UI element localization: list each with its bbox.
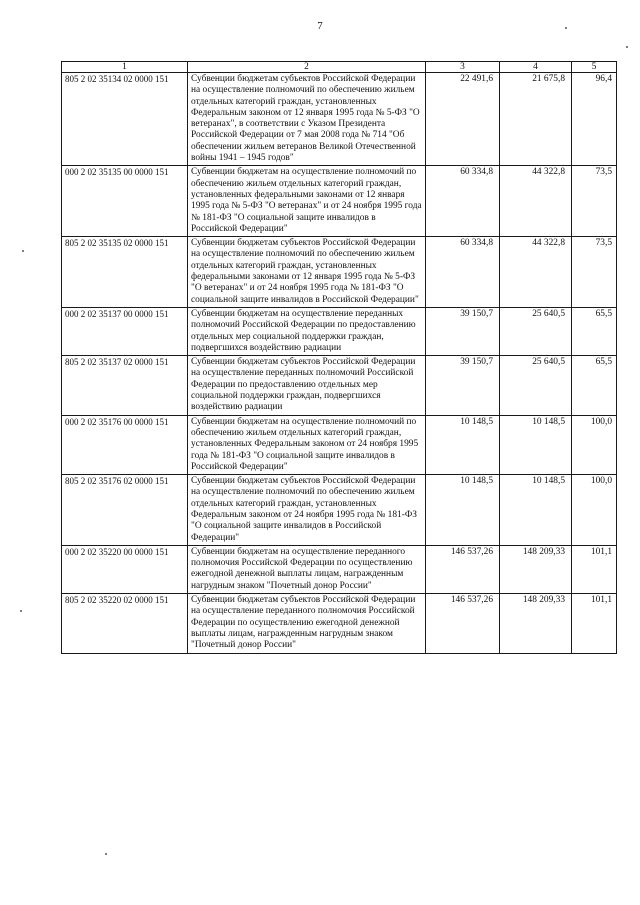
description-cell: Субвенции бюджетам субъектов Российской Федерации на осуществление полномочий по обеспечению жильем отдельных категорий граждан, установленных Федеральным законом от 24 ноября 1995 года № 181-ФЗ "О социальной защите инвалидов в Российской Федерации" (188, 475, 426, 546)
table-row (62, 166, 617, 237)
header-col-4: 4 (500, 62, 572, 73)
percent-cell: 65,5 (572, 356, 617, 415)
description-cell: Субвенции бюджетам на осуществление переданного полномочия Российской Федерации по осуществлению ежегодной денежной выплаты лицам, награжденным нагрудным знаком "Почетный донор России" (188, 545, 426, 593)
planned-amount-cell: 39 150,7 (426, 356, 500, 415)
budget-code-cell: 805 2 02 35220 02 0000 151 (62, 594, 188, 653)
percent-cell: 96,4 (572, 73, 617, 166)
scan-speck (20, 610, 22, 612)
table-row (62, 73, 617, 166)
table-row (62, 237, 617, 308)
percent-cell: 73,5 (572, 237, 617, 308)
budget-table (61, 61, 617, 654)
header-col-1: 1 (62, 62, 188, 73)
planned-amount-cell: 60 334,8 (426, 166, 500, 237)
table-body (62, 73, 617, 654)
actual-amount-cell: 25 640,5 (500, 356, 572, 415)
budget-code-cell: 000 2 02 35135 00 0000 151 (62, 166, 188, 237)
scan-speck (565, 27, 567, 29)
percent-cell: 65,5 (572, 307, 617, 355)
budget-code-cell: 000 2 02 35137 00 0000 151 (62, 307, 188, 355)
actual-amount-cell: 25 640,5 (500, 307, 572, 355)
description-cell: Субвенции бюджетам субъектов Российской Федерации на осуществление полномочий по обеспечению жильем отдельных категорий граждан, установленных Федеральным законом от 12 января 1995 года № 5-ФЗ "О ветеранах", в соответствии с Указом Президента Российской Федерации от 7 мая 2008 года № 714 "Об обеспечении жильем ветеранов Великой Отечественной войны 1941 – 1945 годов" (188, 73, 426, 166)
description-cell: Субвенции бюджетам субъектов Российской Федерации на осуществление переданных полномочий Российской Федерации по предоставлению отдельных мер социальной поддержки граждан, подвергшихся воздействию радиации (188, 356, 426, 415)
actual-amount-cell: 148 209,33 (500, 545, 572, 593)
table-row (62, 356, 617, 415)
planned-amount-cell: 146 537,26 (426, 545, 500, 593)
description-cell: Субвенции бюджетам на осуществление переданных полномочий Российской Федерации по предоставлению отдельных мер социальной поддержки граждан, подвергшихся воздействию радиации (188, 307, 426, 355)
planned-amount-cell: 22 491,6 (426, 73, 500, 166)
percent-cell: 100,0 (572, 415, 617, 474)
budget-code-cell: 000 2 02 35220 00 0000 151 (62, 545, 188, 593)
scan-speck (105, 853, 107, 855)
description-cell: Субвенции бюджетам на осуществление полномочий по обеспечению жильем отдельных категорий граждан, установленных федеральными законами от 12 января 1995 года № 5-ФЗ "О ветеранах" и от 24 ноября 1995 года № 181-ФЗ "О социальной защите инвалидов в Российской Федерации" (188, 166, 426, 237)
planned-amount-cell: 10 148,5 (426, 415, 500, 474)
header-col-5: 5 (572, 62, 617, 73)
header-col-2: 2 (188, 62, 426, 73)
planned-amount-cell: 39 150,7 (426, 307, 500, 355)
budget-code-cell: 000 2 02 35176 00 0000 151 (62, 415, 188, 474)
budget-code-cell: 805 2 02 35134 02 0000 151 (62, 73, 188, 166)
planned-amount-cell: 146 537,26 (426, 594, 500, 653)
table-row (62, 307, 617, 355)
actual-amount-cell: 44 322,8 (500, 237, 572, 308)
header-col-3: 3 (426, 62, 500, 73)
percent-cell: 101,1 (572, 545, 617, 593)
percent-cell: 101,1 (572, 594, 617, 653)
actual-amount-cell: 148 209,33 (500, 594, 572, 653)
planned-amount-cell: 60 334,8 (426, 237, 500, 308)
page-number: 7 (317, 20, 323, 32)
planned-amount-cell: 10 148,5 (426, 475, 500, 546)
actual-amount-cell: 10 148,5 (500, 415, 572, 474)
table-header-row (62, 62, 617, 73)
table-row (62, 415, 617, 474)
scan-speck (22, 250, 24, 252)
budget-code-cell: 805 2 02 35176 02 0000 151 (62, 475, 188, 546)
percent-cell: 100,0 (572, 475, 617, 546)
scan-speck (626, 46, 628, 48)
table-row (62, 545, 617, 593)
description-cell: Субвенции бюджетам субъектов Российской Федерации на осуществление переданного полномочия Российской Федерации по осуществлению ежегодной денежной выплаты лицам, награжденным нагрудным знаком "Почетный донор России" (188, 594, 426, 653)
percent-cell: 73,5 (572, 166, 617, 237)
actual-amount-cell: 10 148,5 (500, 475, 572, 546)
table-row (62, 594, 617, 653)
actual-amount-cell: 21 675,8 (500, 73, 572, 166)
table-row (62, 475, 617, 546)
description-cell: Субвенции бюджетам на осуществление полномочий по обеспечению жильем отдельных категорий граждан, установленных Федеральным законом от 24 ноября 1995 года № 181-ФЗ "О социальной защите инвалидов в Российской Федерации" (188, 415, 426, 474)
description-cell: Субвенции бюджетам субъектов Российской Федерации на осуществление полномочий по обеспечению жильем отдельных категорий граждан, установленных федеральными законами от 12 января 1995 года № 5-ФЗ "О ветеранах" и от 24 ноября 1995 года № 181-ФЗ "О социальной защите инвалидов в Российской Федерации" (188, 237, 426, 308)
budget-code-cell: 805 2 02 35137 02 0000 151 (62, 356, 188, 415)
budget-code-cell: 805 2 02 35135 02 0000 151 (62, 237, 188, 308)
actual-amount-cell: 44 322,8 (500, 166, 572, 237)
